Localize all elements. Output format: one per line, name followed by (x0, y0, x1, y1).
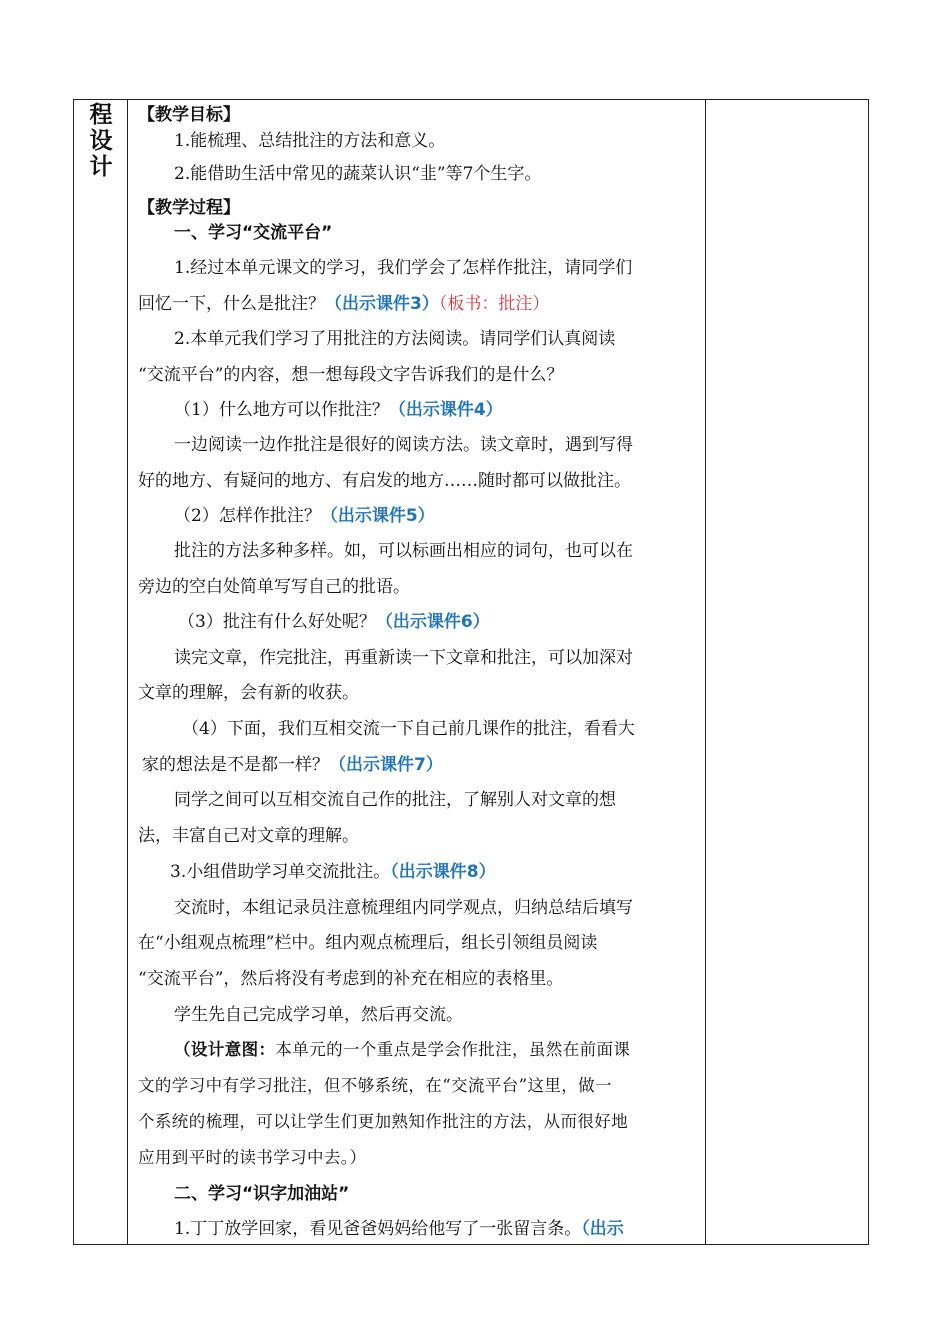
row-label-char: 计 (89, 154, 113, 180)
courseware-tag: （出示课件4） (388, 400, 503, 420)
design-intent-line: 文的学习中有学习批注，但不够系统，在“交流平台”这里，做一 (138, 1076, 612, 1095)
design-intent-label: （设计意图： (174, 1040, 276, 1059)
design-intent-line: 个系统的梳理，可以让学生们更加熟知作批注的方法，从而很好地 (138, 1112, 629, 1131)
paragraph-line: 1.经过本单元课文的学习，我们学会了怎样作批注，请同学们 (174, 258, 633, 278)
section-title: 二、学习“识字加油站” (174, 1184, 350, 1204)
paragraph-line: 在“小组观点梳理”栏中。组内观点梳理后，组长引领组员阅读 (138, 933, 598, 953)
question-text: （1）什么地方可以作批注？ (174, 400, 389, 420)
paragraph-line: 批注的方法多种多样。如，可以标画出相应的词句，也可以在 (174, 541, 633, 561)
question-text: （2）怎样作批注？ (174, 506, 321, 526)
question-line: （4）下面，我们互相交流一下自己前几课作的批注，看看大 (182, 719, 635, 739)
goal-item: 1.能梳理、总结批注的方法和意义。 (174, 131, 446, 151)
section-title: 一、学习“交流平台” (174, 223, 333, 243)
courseware-tag: （出示 (581, 1219, 624, 1239)
question-line (174, 506, 435, 526)
paragraph-line (138, 294, 549, 314)
paragraph-text: 回忆一下，什么是批注？ (138, 294, 325, 314)
paragraph-line: “交流平台”，然后将没有考虑到的补充在相应的表格里。 (138, 969, 564, 989)
paragraph-line: 学生先自己完成学习单，然后再交流。 (174, 1005, 463, 1025)
column-divider (127, 100, 128, 1244)
design-intent-line: 应用到平时的读书学习中去。） (138, 1148, 367, 1167)
row-label-char: 程 (89, 102, 113, 128)
paragraph-line: “交流平台”的内容，想一想每段文字告诉我们的是什么？ (138, 365, 564, 385)
paragraph-line (174, 1219, 624, 1239)
paragraph-line (170, 862, 496, 882)
process-heading: 【教学过程】 (138, 198, 240, 218)
question-text: 家的想法是不是都一样？ (142, 755, 329, 775)
board-note: （板书：批注） (438, 294, 550, 314)
design-intent-line (174, 1040, 630, 1060)
question-text: （3）批注有什么好处呢？ (178, 612, 376, 632)
paragraph-line: 一边阅读一边作批注是很好的阅读方法。读文章时，遇到写得 (174, 435, 633, 455)
paragraph-text: 3.小组借助学习单交流批注。 (170, 862, 391, 882)
paragraph-line: 好的地方、有疑问的地方、有启发的地方……随时都可以做批注。 (138, 471, 631, 491)
paragraph-line: 同学之间可以互相交流自己作的批注，了解别人对文章的想 (174, 790, 616, 810)
paragraph-line: 2.本单元我们学习了用批注的方法阅读。请同学们认真阅读 (174, 329, 616, 349)
courseware-tag: （出示课件8） (390, 862, 496, 882)
paragraph-text: 1.丁丁放学回家，看见爸爸妈妈给他写了一张留言条。 (174, 1219, 582, 1239)
paragraph-line: 法，丰富自己对文章的理解。 (138, 826, 359, 846)
paragraph-line: 旁边的空白处简单写写自己的批语。 (138, 577, 410, 597)
courseware-tag: （出示课件7） (329, 755, 443, 775)
question-line (174, 400, 503, 420)
column-divider (705, 100, 706, 1244)
question-line (142, 755, 443, 775)
courseware-tag: （出示课件3） (325, 294, 439, 314)
design-intent-text: 本单元的一个重点是学会作批注，虽然在前面课 (275, 1040, 631, 1059)
question-line (178, 612, 490, 632)
courseware-tag: （出示课件5） (320, 506, 435, 526)
lesson-plan-table (73, 99, 869, 1245)
goal-heading: 【教学目标】 (138, 105, 240, 125)
paragraph-line: 交流时，本组记录员注意梳理组内同学观点，归纳总结后填写 (174, 898, 633, 918)
row-label-char: 设 (89, 128, 113, 154)
courseware-tag: （出示课件6） (375, 612, 490, 632)
paragraph-line: 文章的理解，会有新的收获。 (138, 683, 359, 703)
paragraph-line: 读完文章，作完批注，再重新读一下文章和批注，可以加深对 (174, 648, 633, 668)
goal-item: 2.能借助生活中常见的蔬菜认识“韭”等7个生字。 (174, 164, 542, 184)
row-label-cell (84, 102, 118, 180)
